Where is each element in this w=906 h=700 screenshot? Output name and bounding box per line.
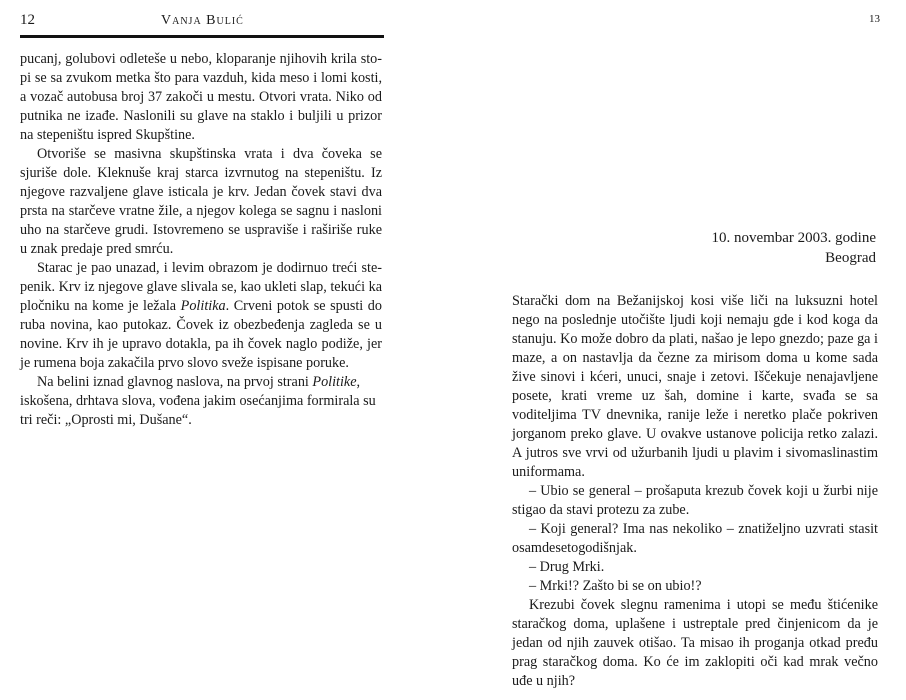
paragraph bbox=[20, 373, 382, 430]
place-line: Beograd bbox=[825, 250, 876, 266]
right-page-body bbox=[512, 292, 878, 691]
text-run: pucanj, golubovi odleteše u nebo, kloparanje njihovih krila stopi se sa zvukom metka što para vazduh, kida meso i lomi kosti, a vozač autobusa broj 37 zakoči u mestu. Otvori vrata. Niko od putnika ne izađe. Naslonili su glave na staklo i buljili u prizor na stepeništu ispred Skupštine. bbox=[20, 51, 382, 143]
running-head: Vanja Bulić bbox=[161, 13, 244, 28]
chapter-dateline bbox=[711, 228, 876, 268]
text-run: Krezubi čovek slegnu ramenima i utopi se među štićenike staračkog doma, uplašene i ustreptale pred činjenicom da je jedan od njih zauvek otišao. Ta misao ih proganja otkad pređu prag staračkog doma. Ko će im zaklopiti oči kad mrak večno uđe u njih? bbox=[512, 597, 878, 689]
text-run: – Mrki!? Zašto bi se on ubio!? bbox=[529, 578, 702, 594]
page-header bbox=[20, 12, 384, 34]
paragraph bbox=[20, 50, 382, 145]
text-run: Starac je pao unazad, i levim obrazom je dodirnuo treći stepenik. Krv iz njegove glave slivala se, kao ukleti slap, tekući ka pločniku na kome je ležala bbox=[20, 260, 382, 314]
left-page-body bbox=[20, 50, 382, 430]
text-run: – Ubio se general – prošaputa krezub čovek koji u žurbi nije stigao da stavi protezu za zube. bbox=[512, 483, 878, 518]
text-run: Na belini iznad glavnog naslova, na prvoj strani bbox=[37, 374, 313, 390]
header-rule bbox=[20, 35, 384, 38]
text-run: – Koji general? Ima nas nekoliko – znatiželjno uzvrati stasit osamdesetogodišnjak. bbox=[512, 521, 878, 556]
page-number: 12 bbox=[20, 12, 35, 28]
paragraph bbox=[512, 482, 878, 520]
paragraph bbox=[512, 596, 878, 691]
text-run: – Drug Mrki. bbox=[529, 559, 605, 575]
date-line: 10. novembar 2003. godine bbox=[711, 230, 876, 246]
paragraph bbox=[20, 145, 382, 259]
text-run: . Crveni potok se spusti do ruba novina, kao putokaz. Čovek iz obezbeđenja zagleda se u novine. Krv ih je upravo dotakla, pa ih čovek naglo podiže, jer je rumena boja zakačila prvo slovo sveže ispisane poruke. bbox=[20, 298, 382, 371]
text-run: Otvoriše se masivna skupštinska vrata i dva čoveka se sjuriše dole. Kleknuše kraj starca izvrnutog na stepeništu. Iz njegove razvaljene glave isticala je krv. Jedan čovek stavi dva prsta na starčeve vratne žile, a njegov kolega se sagnu i nasloni uho na starčeve grudi. Istovremeno se uspraviše i raširiše ruke u znak predaje pred smrću. bbox=[20, 146, 382, 257]
paragraph bbox=[512, 558, 878, 577]
paragraph bbox=[512, 292, 878, 482]
paragraph bbox=[20, 259, 382, 373]
text-run: , iskošena, drhtava slova, vođena jakim osećanjima formirala su tri reči: „Oprosti mi, Dušane“. bbox=[20, 374, 376, 428]
italic-title: Politike bbox=[312, 374, 357, 390]
right-page bbox=[453, 0, 906, 700]
italic-title: Politika bbox=[180, 298, 226, 314]
page-number: 13 bbox=[869, 13, 880, 25]
paragraph bbox=[512, 520, 878, 558]
text-run: Starački dom na Bežanijskoj kosi više liči na luksuzni hotel nego na poslednje utočište ljudi koji nemaju gde i kod koga da stanuju. Ko može dobro da plati, našao je lepo gnezdo; paze ga i maze, a on nastavlja da čezne za mirisom doma u kome sada žive sinovi i kćeri, unuci, snaje i zetovi. Iščekuje nenajavljene posete, krati vreme uz šah, domine i karte, svađa se sa voditeljima TV dnevnika, ranije leže i neretko plače pokriven jorganom preko glave. U ovakve ustanove policija retko zalazi. A jutros sve vrvi od užurbanih ljudi u plavim i sivomaslinastim uniformama. bbox=[512, 293, 878, 480]
paragraph bbox=[512, 577, 878, 596]
